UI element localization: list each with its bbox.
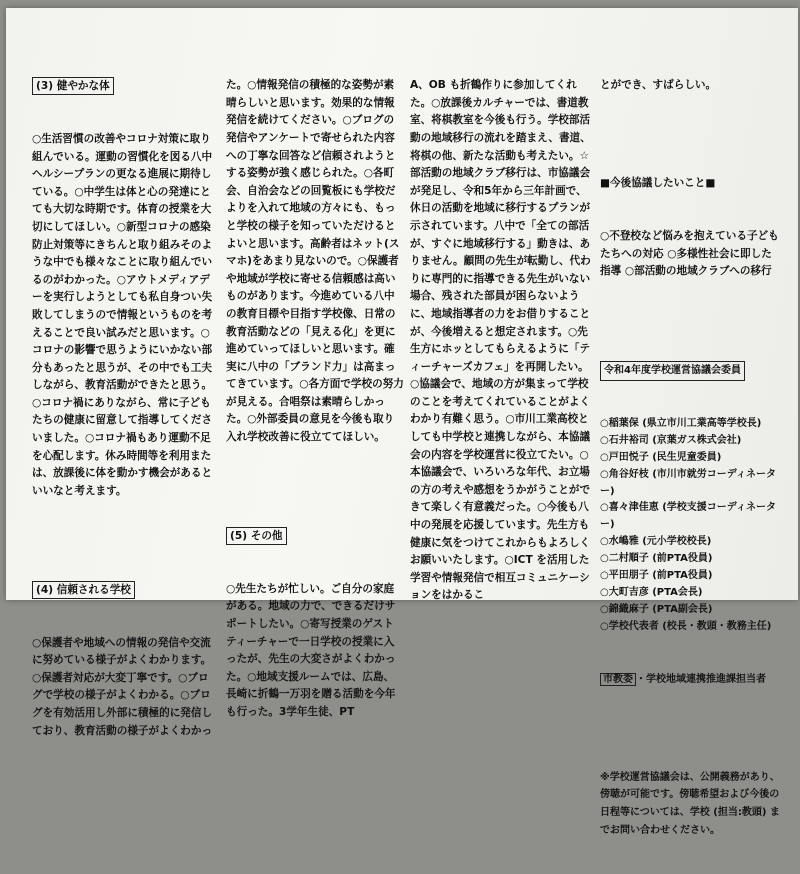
section-text-health: ○生活習慣の改善やコロナ対策に取り組んでいる。運動の習慣化を図る八中ヘルシープランの更なる進展に期待している。○中学生は体と心の発達にとても大切な時期です。体育の授業を大切にしてほしい。○新型コロナの感染防止対策等にきちんと取り組みそのような中でも様々なことに取り組んでいるのがわかった。○アウトメディアデーを実行しようとしても私自身つい失敗してしまうので情報というものを考えることで良い試みだと思います。○コロナの影響で思うようにいかない部分もあったと思うが、その中でも工夫しながら、教育活動ができたと思う。○コロナ禍にありながら、常に子どもたちの健康に留意して指導してくださいました。○コロナ禍もあり運動不足を心配します。休み時間等を利用または、放課後に体を動かす機会があるといいなと考えます。 (32, 132, 213, 497)
committee-member: ○角谷好枝 (市川市就労コーディネーター) (600, 468, 776, 497)
committee-member: ○戸田悦子 (民生児童委員) (600, 451, 722, 463)
office-tag: 市教委 (600, 673, 636, 686)
column-2 (226, 42, 404, 757)
section-text-other-continued: A、OB も折鶴作りに参加してくれた。○放課後カルチャーでは、書道教室、将棋教室を今後も行う。学校部活動の地域移行の流れを踏まえ、書道、将棋の他、新たな活動も考えたい。☆部活動の地域クラブ移行は、市協議会が発足し、令和5年から三年計画で、休日の活動を地域に移行するプランが示されています。八中で「全ての部活が、すぐに地域移行する」動きは、ありません。顧問の先生が転勤し、代わりに専門的に指導できる先生がいない場合、残された部員が困らないように、地域指導者の力をお借りすることが、今後増えると想定されます。○先生方にホッとしてもらえるように「ティーチャーズカフェ」を再開したい。○協議会で、地域の方が集まって学校のことを考えてくれていることがよくわかり有難く思う。○市川工業高校としても中学校と連携しながら、本協議会の内容を学校運営に役立てたい。○本協議会で、いろいろな年代、お立場の方の考えや感想をうかがうことができて楽しく有意義だった。○今後も八中の発展を応援しています。先生方も健康に気をつけてこれからもよろしくお願いいたします。○ICT を活用した学習や情報発信で相互コミュニケーションをはかるこ (410, 79, 591, 602)
committee-member: ○錦織麻子 (PTA副会長) (600, 603, 713, 615)
section-text-other: ○先生たちが忙しい。ご自分の家庭がある。地域の力で、できるだけサポートしたい。○寄写授業のゲストティーチャーで一日学校の授業に入ったが、先生の大変さがよくわかった。○地域支援ルームでは、広島、長崎に折鶴一万羽を贈る活動を今年も行った。3学年生徒、PT (226, 582, 396, 718)
observation-note: ※学校運営協議会は、公開義務があり、傍聴が可能です。傍聴希望および今後の日程等については、学校 (担当:教頭) までお問い合わせください。 (600, 771, 780, 836)
column-1 (32, 42, 218, 775)
section-heading-other: (5) その他 (226, 527, 287, 545)
committee-title: 令和4年度学校運営協議会委員 (600, 361, 745, 381)
committee-member: ○水嶋雅 (元小学校校長) (600, 536, 712, 548)
column-3 (410, 42, 596, 640)
section-text-trust-continued: た。○情報発信の積極的な姿勢が素晴らしいと思います。効果的な情報発信を続けてください。○ブログの発信やアンケートで寄せられた内容への丁寧な回答など信頼されようとする姿勢が強く感じられた。○各町会、自治会などの回覧板にも学校だよりを入れて地域の方々にも、もっと学校の様子を知っていただけるとよいと思います。高齢者はネット(スマホ)をあまり見ないので。○保護者や地域が学校に寄せる信頼感は高いものがあります。今進めている八中の教育目標や目指す学校像、日常の教育活動などの「見える化」を更に進めていってほしいと思います。確実に八中の「ブランド力」は高まってきています。○各方面で学校の努力が見える。合唱祭は素晴らしかった。○外部委員の意見を今後も取り入れ学校改善に役立ててほしい。 (226, 79, 404, 444)
committee-member: ○平田朋子 (前PTA役員) (600, 570, 713, 582)
section-heading-trust: (4) 信頼される学校 (32, 581, 135, 599)
section-text-ict-continued: とができ、すばらしい。 (600, 79, 717, 92)
board-of-education-line (600, 671, 780, 689)
committee-member: ○大町吉彦 (PTA会長) (600, 586, 703, 598)
document-sheet (6, 8, 798, 836)
committee-member: ○稲葉保 (県立市川工業高等学校長) (600, 417, 762, 429)
future-heading: ■今後協議したいこと■ (600, 177, 716, 190)
office-text: ・学校地域連携推進課担当者 (636, 673, 766, 685)
committee-member: ○石井裕司 (京葉ガス株式会社) (600, 434, 742, 446)
future-text: ○不登校など悩みを抱えている子どもたちへの対応 ○多様性社会に即した指導 ○部活動の地域クラブへの移行 (600, 229, 779, 278)
committee-member-list (600, 416, 780, 636)
committee-member: ○二村順子 (前PTA役員) (600, 553, 713, 565)
committee-member: ○学校代表者 (校長・教頭・教務主任) (600, 620, 772, 632)
section-text-trust: ○保護者や地域への情報の発信や交流に努めている様子がよくわかります。○保護者対応が大変丁寧です。○ブログで学校の様子がよくわかる。○ブログを有効活用し外部に積極的に発信しており、教育活動の様子がよくわかっ (32, 636, 213, 737)
column-4 (600, 42, 780, 874)
section-heading-health: (3) 健やかな体 (32, 77, 114, 95)
committee-member: ○喜々津佳恵 (学校支援コーディネーター) (600, 502, 776, 531)
